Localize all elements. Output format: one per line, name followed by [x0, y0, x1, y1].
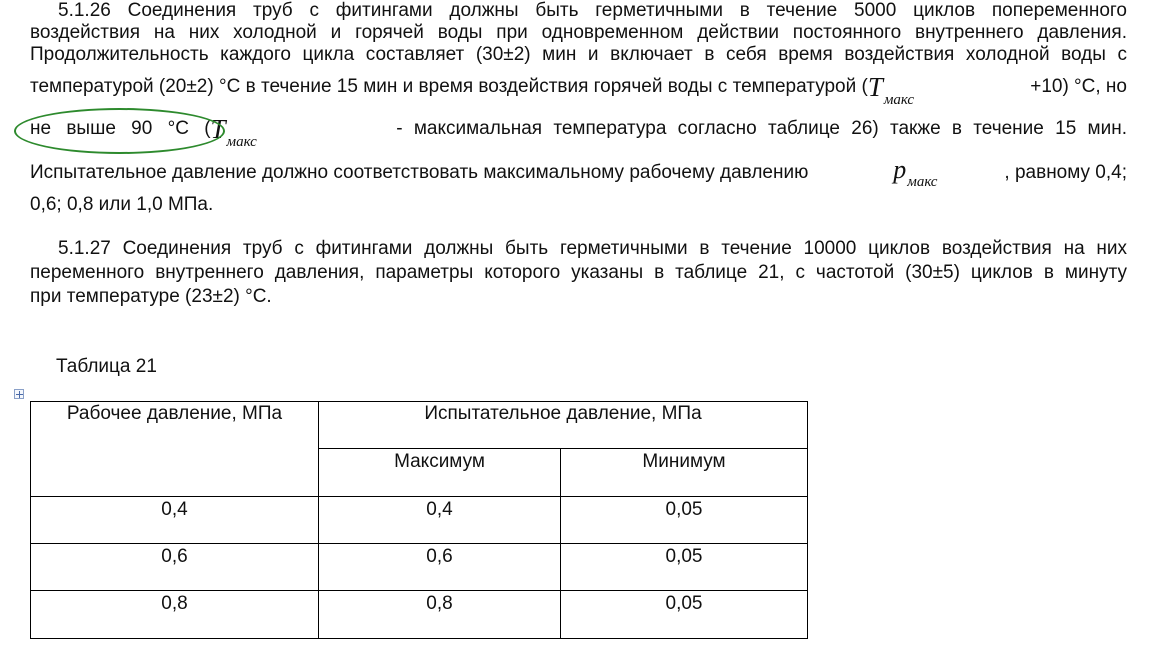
table-cell: 0,6: [31, 544, 319, 591]
highlight-ellipse-annotation: [14, 108, 225, 154]
header-maximum: Максимум: [319, 449, 561, 497]
table-row: [31, 591, 808, 639]
p2-line-2: переменного внутреннего давления, параметры которого указаны в таблице 21, с частотой (30±5) циклов в минуту: [30, 262, 1127, 283]
p1-line-4: [30, 72, 1127, 111]
p1-line-5-text-b: - максимальная температура согласно таблице 26) также в течение 15 мин.: [396, 118, 1127, 139]
t-max-symbol: $T_{макс}$: [867, 72, 915, 108]
table-move-handle-icon[interactable]: [14, 389, 24, 399]
pressure-table: [30, 401, 808, 639]
p1-line-6-text-a: Испытательное давление должно соответствовать максимальному рабочему давлению: [30, 162, 809, 183]
p2-line-1: 5.1.27 Соединения труб с фитингами должны быть герметичными в течение 10000 циклов воздействия на них: [58, 238, 1127, 259]
table-row: [31, 497, 808, 544]
header-test-pressure: Испытательное давление, МПа: [319, 402, 808, 449]
p2-line-3: при температуре (23±2) °С.: [30, 286, 272, 307]
header-minimum: Минимум: [561, 449, 808, 497]
p1-line-4-text-b: +10) °С, но: [1030, 76, 1127, 97]
p1-line-6-text-b: , равному 0,4;: [1004, 162, 1127, 183]
table-cell: 0,4: [31, 497, 319, 544]
table-cell: 0,05: [561, 591, 808, 639]
p1-line-2: воздействия на них холодной и горячей воды при одновременном действии постоянного внутреннего давления.: [30, 22, 1127, 43]
table-cell: 0,05: [561, 544, 808, 591]
p1-line-1: 5.1.26 Соединения труб с фитингами должны быть герметичными в течение 5000 циклов попеременного: [58, 0, 1127, 21]
table-row: [31, 544, 808, 591]
table-cell: 0,8: [31, 591, 319, 639]
p1-line-4-text-a: температурой (20±2) °С в течение 15 мин и время воздействия горячей воды с температурой ($T_{макс}$: [30, 72, 915, 108]
table-cell: 0,6: [319, 544, 561, 591]
p1-line-6: [30, 155, 1127, 193]
t-max-symbol-2: $T_{макс}$: [210, 114, 257, 150]
table-cell: 0,8: [319, 591, 561, 639]
p1-line-7: 0,6; 0,8 или 1,0 МПа.: [30, 194, 214, 215]
table-cell: 0,05: [561, 497, 808, 544]
header-working-pressure: Рабочее давление, МПа: [31, 402, 319, 497]
table-caption: Таблица 21: [56, 356, 157, 377]
table-cell: 0,4: [319, 497, 561, 544]
p1-line-5-text-a: не выше 90 °С ($T_{макс}$: [30, 114, 257, 150]
p-max-symbol: $p_{макс}$: [893, 155, 938, 190]
p1-line-3: Продолжительность каждого цикла составляет (30±2) мин и включает в себя время воздействия холодной воды с: [30, 44, 1127, 65]
